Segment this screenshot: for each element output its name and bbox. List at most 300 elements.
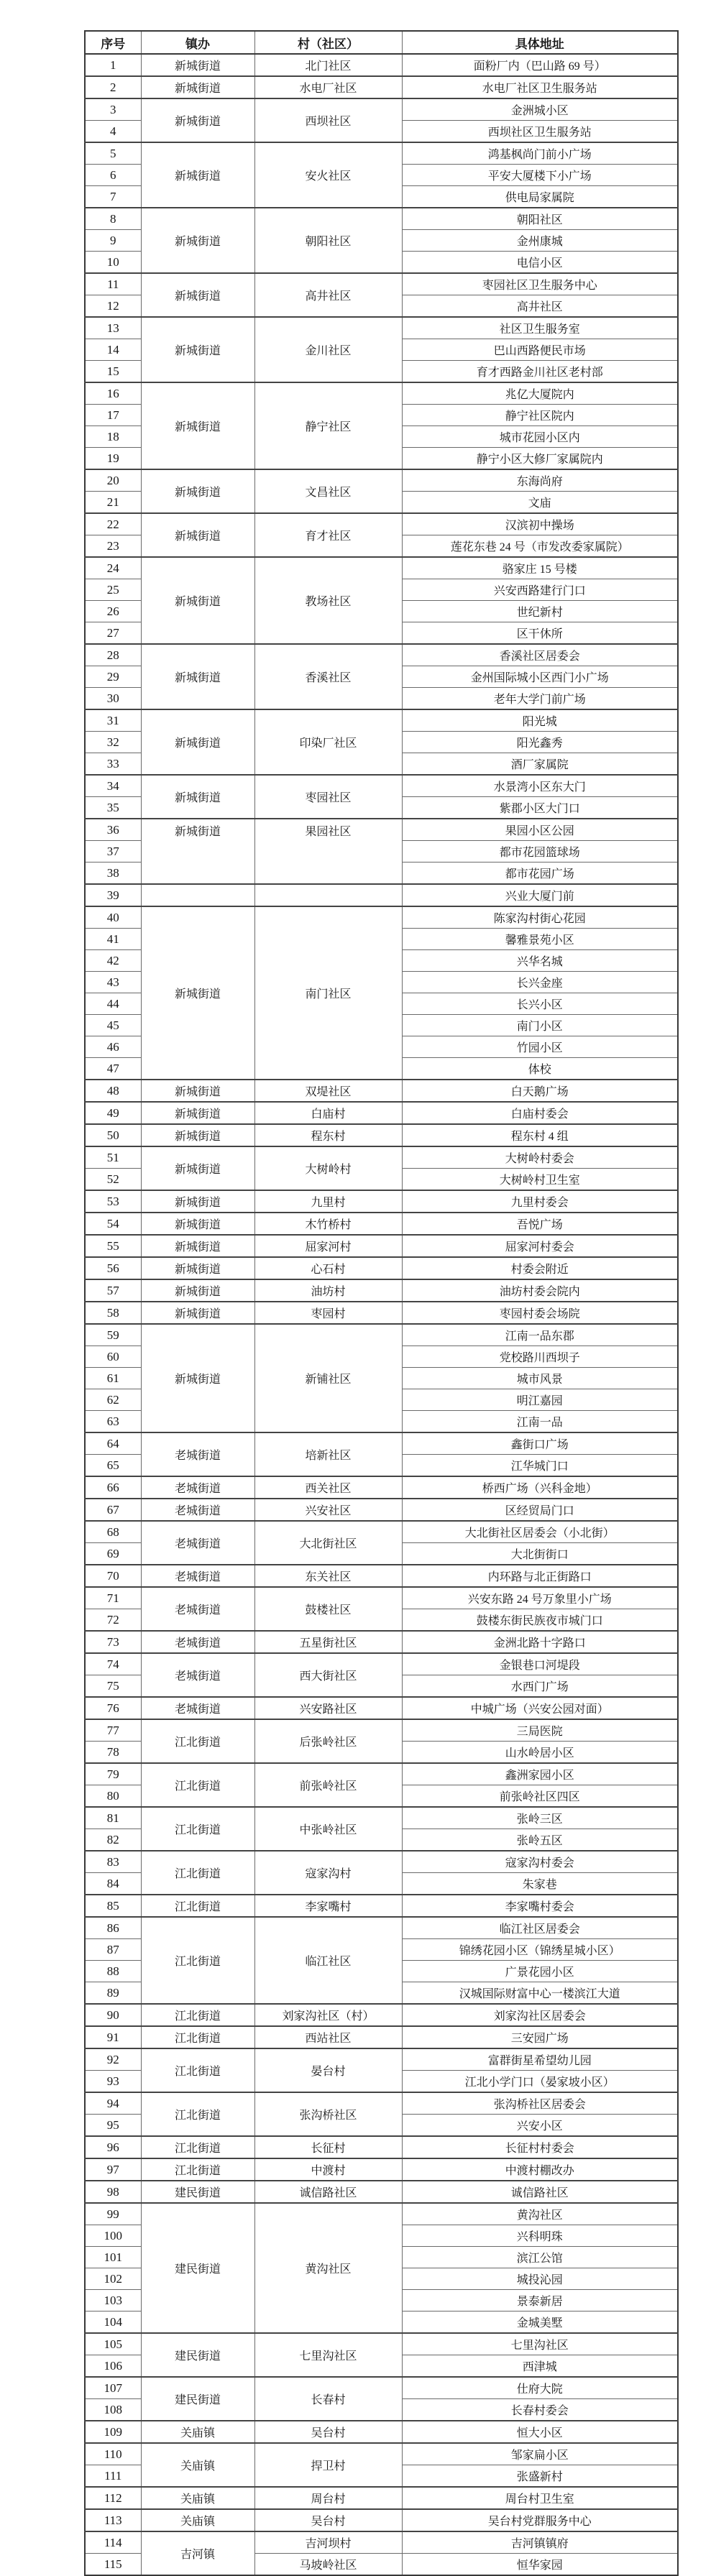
address-cell: 育才西路金川社区老村部	[402, 361, 678, 383]
address-cell: 大北街街口	[402, 1543, 678, 1565]
seq-cell: 6	[85, 165, 141, 186]
table-row	[85, 2333, 678, 2355]
table-row	[85, 2203, 678, 2225]
seq-cell: 38	[85, 862, 141, 885]
village-cell: 兴安社区	[254, 1499, 402, 1521]
town-cell: 老城街道	[141, 1432, 254, 1476]
village-cell: 水电厂社区	[254, 76, 402, 98]
address-cell: 社区卫生服务室	[402, 317, 678, 339]
town-cell: 新城街道	[141, 1124, 254, 1146]
address-cell: 滨江公馆	[402, 2247, 678, 2268]
address-cell: 兴华名城	[402, 950, 678, 972]
seq-cell: 45	[85, 1015, 141, 1036]
seq-cell: 59	[85, 1324, 141, 1346]
village-cell: 南门社区	[254, 906, 402, 1080]
town-cell: 新城街道	[141, 1279, 254, 1302]
village-cell: 培新社区	[254, 1432, 402, 1476]
town-cell: 新城街道	[141, 906, 254, 1080]
seq-cell: 25	[85, 579, 141, 601]
table-row	[85, 98, 678, 121]
seq-cell: 29	[85, 666, 141, 688]
village-cell: 文昌社区	[254, 469, 402, 513]
village-cell: 中渡村	[254, 2158, 402, 2181]
seq-cell: 102	[85, 2268, 141, 2290]
town-cell: 老城街道	[141, 1631, 254, 1653]
village-cell: 香溪社区	[254, 644, 402, 709]
town-cell: 建民街道	[141, 2377, 254, 2421]
address-cell: 程东村 4 组	[402, 1124, 678, 1146]
village-cell: 鼓楼社区	[254, 1587, 402, 1631]
town-cell: 江北街道	[141, 1807, 254, 1851]
table-row	[85, 1587, 678, 1609]
address-cell: 城市花园小区内	[402, 426, 678, 448]
village-cell: 金川社区	[254, 317, 402, 382]
address-cell: 阳光城	[402, 709, 678, 732]
table-row	[85, 1521, 678, 1543]
table-row	[85, 1763, 678, 1785]
town-cell: 老城街道	[141, 1476, 254, 1499]
table-row	[85, 709, 678, 732]
address-cell: 长兴小区	[402, 993, 678, 1015]
seq-cell: 47	[85, 1058, 141, 1080]
seq-cell: 71	[85, 1587, 141, 1609]
seq-cell: 54	[85, 1213, 141, 1235]
address-cell: 汉滨初中操场	[402, 513, 678, 535]
address-cell: 鸿基枫尚门前小广场	[402, 142, 678, 165]
address-cell: 阳光鑫秀	[402, 732, 678, 753]
village-cell: 北门社区	[254, 54, 402, 76]
village-cell: 诚信路社区	[254, 2181, 402, 2203]
table-row	[85, 1235, 678, 1257]
village-cell: 寇家沟村	[254, 1851, 402, 1895]
address-cell: 吉河镇镇府	[402, 2531, 678, 2554]
village-cell: 长征村	[254, 2136, 402, 2158]
village-cell: 果园社区	[254, 819, 402, 884]
village-cell: 油坊村	[254, 1279, 402, 1302]
village-cell: 育才社区	[254, 513, 402, 557]
town-cell: 江北街道	[141, 1917, 254, 2004]
town-cell: 新城街道	[141, 709, 254, 775]
seq-cell: 34	[85, 775, 141, 797]
table-row	[85, 54, 678, 76]
seq-cell: 70	[85, 1565, 141, 1587]
seq-cell: 82	[85, 1829, 141, 1852]
address-cell: 内环路与北正街路口	[402, 1565, 678, 1587]
address-cell: 兴安小区	[402, 2115, 678, 2137]
address-cell: 长春村委会	[402, 2399, 678, 2421]
address-cell: 巴山西路便民市场	[402, 339, 678, 361]
table-row	[85, 1807, 678, 1829]
town-cell: 新城街道	[141, 1302, 254, 1324]
seq-cell: 10	[85, 252, 141, 274]
address-cell: 莲花东巷 24 号（市发改委家属院）	[402, 535, 678, 558]
address-cell: 面粉厂内（巴山路 69 号）	[402, 54, 678, 76]
village-cell: 程东村	[254, 1124, 402, 1146]
address-cell: 仕府大院	[402, 2377, 678, 2399]
seq-cell: 61	[85, 1368, 141, 1389]
address-cell: 果园小区公园	[402, 819, 678, 841]
seq-cell: 83	[85, 1851, 141, 1873]
village-cell: 周台村	[254, 2487, 402, 2509]
seq-cell: 42	[85, 950, 141, 972]
table-row	[85, 1476, 678, 1499]
seq-cell: 23	[85, 535, 141, 558]
seq-cell: 94	[85, 2092, 141, 2115]
seq-cell: 107	[85, 2377, 141, 2399]
village-cell: 白庙村	[254, 1102, 402, 1124]
address-cell: 桥西广场（兴科金地）	[402, 1476, 678, 1499]
seq-cell: 69	[85, 1543, 141, 1565]
village-cell: 高井社区	[254, 273, 402, 317]
seq-cell: 113	[85, 2509, 141, 2531]
seq-cell: 46	[85, 1036, 141, 1058]
seq-cell: 96	[85, 2136, 141, 2158]
table-row	[85, 1124, 678, 1146]
seq-cell: 52	[85, 1169, 141, 1191]
village-cell: 前张岭社区	[254, 1763, 402, 1807]
seq-cell: 57	[85, 1279, 141, 1302]
village-cell: 大树岭村	[254, 1146, 402, 1190]
village-cell: 七里沟社区	[254, 2333, 402, 2377]
village-cell: 新铺社区	[254, 1324, 402, 1432]
address-cell: 党校路川西坝子	[402, 1346, 678, 1368]
seq-cell: 55	[85, 1235, 141, 1257]
table-row	[85, 2048, 678, 2071]
seq-cell: 14	[85, 339, 141, 361]
seq-cell: 75	[85, 1675, 141, 1698]
town-cell: 新城街道	[141, 142, 254, 208]
table-row	[85, 2181, 678, 2203]
table-row	[85, 1432, 678, 1455]
town-cell: 新城街道	[141, 1213, 254, 1235]
seq-cell: 16	[85, 382, 141, 405]
village-cell: 西大街社区	[254, 1653, 402, 1697]
seq-cell: 24	[85, 557, 141, 579]
column-header-address: 具体地址	[402, 31, 678, 54]
seq-cell: 76	[85, 1697, 141, 1719]
town-cell: 新城街道	[141, 208, 254, 273]
table-row	[85, 1302, 678, 1324]
table-row	[85, 2421, 678, 2443]
address-cell: 兴安西路建行门口	[402, 579, 678, 601]
town-cell: 新城街道	[141, 775, 254, 819]
table-row	[85, 1499, 678, 1521]
address-cell: 东海尚府	[402, 469, 678, 492]
village-cell: 枣园村	[254, 1302, 402, 1324]
seq-cell: 79	[85, 1763, 141, 1785]
table-row	[85, 1565, 678, 1587]
address-cell: 水景湾小区东大门	[402, 775, 678, 797]
table-row	[85, 1146, 678, 1169]
seq-cell: 64	[85, 1432, 141, 1455]
address-cell: 三局医院	[402, 1719, 678, 1742]
village-cell: 吉河坝村	[254, 2531, 402, 2554]
seq-cell: 7	[85, 186, 141, 208]
address-cell: 文庙	[402, 492, 678, 514]
address-cell: 长征村村委会	[402, 2136, 678, 2158]
address-cell: 电信小区	[402, 252, 678, 274]
address-cell: 馨雅景苑小区	[402, 929, 678, 950]
town-cell: 新城街道	[141, 1080, 254, 1102]
address-cell: 朝阳社区	[402, 208, 678, 230]
town-cell: 江北街道	[141, 2026, 254, 2048]
town-cell: 新城街道	[141, 1257, 254, 1279]
table-row	[85, 1653, 678, 1675]
address-cell: 香溪社区居委会	[402, 644, 678, 666]
table-row	[85, 1719, 678, 1742]
seq-cell: 100	[85, 2225, 141, 2247]
town-cell: 老城街道	[141, 1587, 254, 1631]
table-row	[85, 1851, 678, 1873]
table-row	[85, 2136, 678, 2158]
village-cell	[254, 884, 402, 906]
village-cell: 大北街社区	[254, 1521, 402, 1565]
seq-cell: 48	[85, 1080, 141, 1102]
seq-cell: 103	[85, 2290, 141, 2312]
town-cell: 新城街道	[141, 1324, 254, 1432]
address-cell: 兆亿大厦院内	[402, 382, 678, 405]
address-cell: 富群街星希望幼儿园	[402, 2048, 678, 2071]
seq-cell: 5	[85, 142, 141, 165]
village-cell: 枣园社区	[254, 775, 402, 819]
seq-cell: 4	[85, 121, 141, 143]
address-cell: 体校	[402, 1058, 678, 1080]
seq-cell: 78	[85, 1742, 141, 1764]
address-cell: 枣园社区卫生服务中心	[402, 273, 678, 295]
town-cell: 新城街道	[141, 819, 254, 884]
seq-cell: 60	[85, 1346, 141, 1368]
address-cell: 江华城门口	[402, 1455, 678, 1477]
seq-cell: 98	[85, 2181, 141, 2203]
village-cell: 捍卫村	[254, 2443, 402, 2487]
table-row	[85, 2158, 678, 2181]
address-cell: 江北小学门口（晏家坡小区）	[402, 2071, 678, 2093]
village-cell: 双堤社区	[254, 1080, 402, 1102]
village-cell: 长春村	[254, 2377, 402, 2421]
village-cell: 晏台村	[254, 2048, 402, 2092]
address-cell: 长兴金座	[402, 972, 678, 993]
address-cell: 静宁社区院内	[402, 405, 678, 426]
table-row	[85, 884, 678, 906]
seq-cell: 22	[85, 513, 141, 535]
table-row	[85, 775, 678, 797]
address-cell: 区经贸局门口	[402, 1499, 678, 1521]
address-cell: 九里村委会	[402, 1190, 678, 1213]
address-cell: 景泰新居	[402, 2290, 678, 2312]
table-row	[85, 2443, 678, 2465]
town-cell: 新城街道	[141, 382, 254, 469]
address-cell: 金州康城	[402, 230, 678, 252]
column-header-town: 镇办	[141, 31, 254, 54]
village-cell: 五星街社区	[254, 1631, 402, 1653]
town-cell: 新城街道	[141, 1102, 254, 1124]
header-row	[85, 31, 678, 54]
seq-cell: 95	[85, 2115, 141, 2137]
seq-cell: 40	[85, 906, 141, 929]
address-cell: 陈家沟村街心花园	[402, 906, 678, 929]
seq-cell: 115	[85, 2554, 141, 2576]
table-row	[85, 1102, 678, 1124]
table-row	[85, 819, 678, 841]
table-row	[85, 906, 678, 929]
seq-cell: 28	[85, 644, 141, 666]
village-cell: 马坡岭社区	[254, 2554, 402, 2576]
address-cell: 南门小区	[402, 1015, 678, 1036]
address-cell: 水电厂社区卫生服务站	[402, 76, 678, 98]
village-cell: 屈家河村	[254, 1235, 402, 1257]
address-cell: 西坝社区卫生服务站	[402, 121, 678, 143]
seq-cell: 49	[85, 1102, 141, 1124]
seq-cell: 26	[85, 601, 141, 622]
town-cell: 江北街道	[141, 2004, 254, 2026]
seq-cell: 114	[85, 2531, 141, 2554]
seq-cell: 12	[85, 295, 141, 318]
seq-cell: 3	[85, 98, 141, 121]
address-cell: 供电局家属院	[402, 186, 678, 208]
seq-cell: 44	[85, 993, 141, 1015]
town-cell: 老城街道	[141, 1565, 254, 1587]
seq-cell: 72	[85, 1609, 141, 1632]
seq-cell: 13	[85, 317, 141, 339]
table-row	[85, 1080, 678, 1102]
town-cell: 新城街道	[141, 1146, 254, 1190]
seq-cell: 112	[85, 2487, 141, 2509]
seq-cell: 110	[85, 2443, 141, 2465]
table-row	[85, 1917, 678, 1939]
town-cell: 吉河镇	[141, 2531, 254, 2575]
seq-cell: 99	[85, 2203, 141, 2225]
town-cell: 老城街道	[141, 1521, 254, 1565]
seq-cell: 41	[85, 929, 141, 950]
address-cell: 枣园村委会场院	[402, 1302, 678, 1324]
address-cell: 兴安东路 24 号万象里小广场	[402, 1587, 678, 1609]
address-cell: 周台村卫生室	[402, 2487, 678, 2509]
table-row	[85, 1190, 678, 1213]
town-cell: 新城街道	[141, 469, 254, 513]
village-cell: 兴安路社区	[254, 1697, 402, 1719]
town-cell	[141, 884, 254, 906]
village-cell: 静宁社区	[254, 382, 402, 469]
village-cell: 刘家沟社区（村）	[254, 2004, 402, 2026]
address-cell: 吴台村党群服务中心	[402, 2509, 678, 2531]
seq-cell: 21	[85, 492, 141, 514]
village-cell: 西站社区	[254, 2026, 402, 2048]
address-cell: 寇家沟村委会	[402, 1851, 678, 1873]
address-cell: 三安园广场	[402, 2026, 678, 2048]
town-cell: 新城街道	[141, 273, 254, 317]
address-cell: 屈家河村委会	[402, 1235, 678, 1257]
town-cell: 新城街道	[141, 1190, 254, 1213]
seq-cell: 105	[85, 2333, 141, 2355]
seq-cell: 101	[85, 2247, 141, 2268]
table-row	[85, 2004, 678, 2026]
town-cell: 新城街道	[141, 76, 254, 98]
village-cell: 教场社区	[254, 557, 402, 644]
address-cell: 酒厂家属院	[402, 753, 678, 776]
table-row	[85, 2487, 678, 2509]
address-cell: 明江嘉园	[402, 1389, 678, 1411]
table-row	[85, 644, 678, 666]
address-cell: 鼓楼东街民族夜市城门口	[402, 1609, 678, 1632]
address-cell: 金银巷口河堤段	[402, 1653, 678, 1675]
table-row	[85, 513, 678, 535]
seq-cell: 17	[85, 405, 141, 426]
seq-cell: 62	[85, 1389, 141, 1411]
seq-cell: 91	[85, 2026, 141, 2048]
village-cell: 临江社区	[254, 1917, 402, 2004]
village-cell: 吴台村	[254, 2421, 402, 2443]
address-cell: 紫郡小区大门口	[402, 797, 678, 819]
address-cell: 大树岭村卫生室	[402, 1169, 678, 1191]
table-row	[85, 1697, 678, 1719]
address-cell: 白天鹅广场	[402, 1080, 678, 1102]
town-cell: 老城街道	[141, 1697, 254, 1719]
seq-cell: 68	[85, 1521, 141, 1543]
seq-cell: 31	[85, 709, 141, 732]
town-cell: 建民街道	[141, 2203, 254, 2333]
seq-cell: 27	[85, 622, 141, 645]
address-cell: 村委会附近	[402, 1257, 678, 1279]
address-cell: 朱家巷	[402, 1873, 678, 1895]
address-cell: 临江社区居委会	[402, 1917, 678, 1939]
seq-cell: 11	[85, 273, 141, 295]
seq-cell: 32	[85, 732, 141, 753]
table-row	[85, 1895, 678, 1917]
seq-cell: 20	[85, 469, 141, 492]
address-cell: 邹家扁小区	[402, 2443, 678, 2465]
town-cell: 江北街道	[141, 2092, 254, 2136]
seq-cell: 33	[85, 753, 141, 776]
address-cell: 刘家沟社区居委会	[402, 2004, 678, 2026]
table-row	[85, 382, 678, 405]
address-cell: 广景花园小区	[402, 1961, 678, 1982]
address-cell: 黄沟社区	[402, 2203, 678, 2225]
address-cell: 兴业大厦门前	[402, 884, 678, 906]
seq-cell: 50	[85, 1124, 141, 1146]
seq-cell: 89	[85, 1982, 141, 2005]
table-row	[85, 2509, 678, 2531]
seq-cell: 84	[85, 1873, 141, 1895]
seq-cell: 63	[85, 1411, 141, 1433]
seq-cell: 56	[85, 1257, 141, 1279]
seq-cell: 81	[85, 1807, 141, 1829]
seq-cell: 9	[85, 230, 141, 252]
address-cell: 吾悦广场	[402, 1213, 678, 1235]
village-cell: 木竹桥村	[254, 1213, 402, 1235]
town-cell: 新城街道	[141, 317, 254, 382]
table-row	[85, 2026, 678, 2048]
village-cell: 心石村	[254, 1257, 402, 1279]
town-cell: 新城街道	[141, 54, 254, 76]
seq-cell: 58	[85, 1302, 141, 1324]
table-row	[85, 2377, 678, 2399]
town-cell: 新城街道	[141, 1235, 254, 1257]
table-row	[85, 208, 678, 230]
address-cell: 城投沁园	[402, 2268, 678, 2290]
seq-cell: 88	[85, 1961, 141, 1982]
town-cell: 关庙镇	[141, 2421, 254, 2443]
town-cell: 建民街道	[141, 2333, 254, 2377]
town-cell: 江北街道	[141, 2048, 254, 2092]
table-row	[85, 1324, 678, 1346]
seq-cell: 111	[85, 2465, 141, 2488]
address-cell: 都市花园篮球场	[402, 841, 678, 862]
seq-cell: 73	[85, 1631, 141, 1653]
town-cell: 新城街道	[141, 98, 254, 142]
table-row	[85, 1213, 678, 1235]
address-cell: 油坊村委会院内	[402, 1279, 678, 1302]
town-cell: 新城街道	[141, 513, 254, 557]
